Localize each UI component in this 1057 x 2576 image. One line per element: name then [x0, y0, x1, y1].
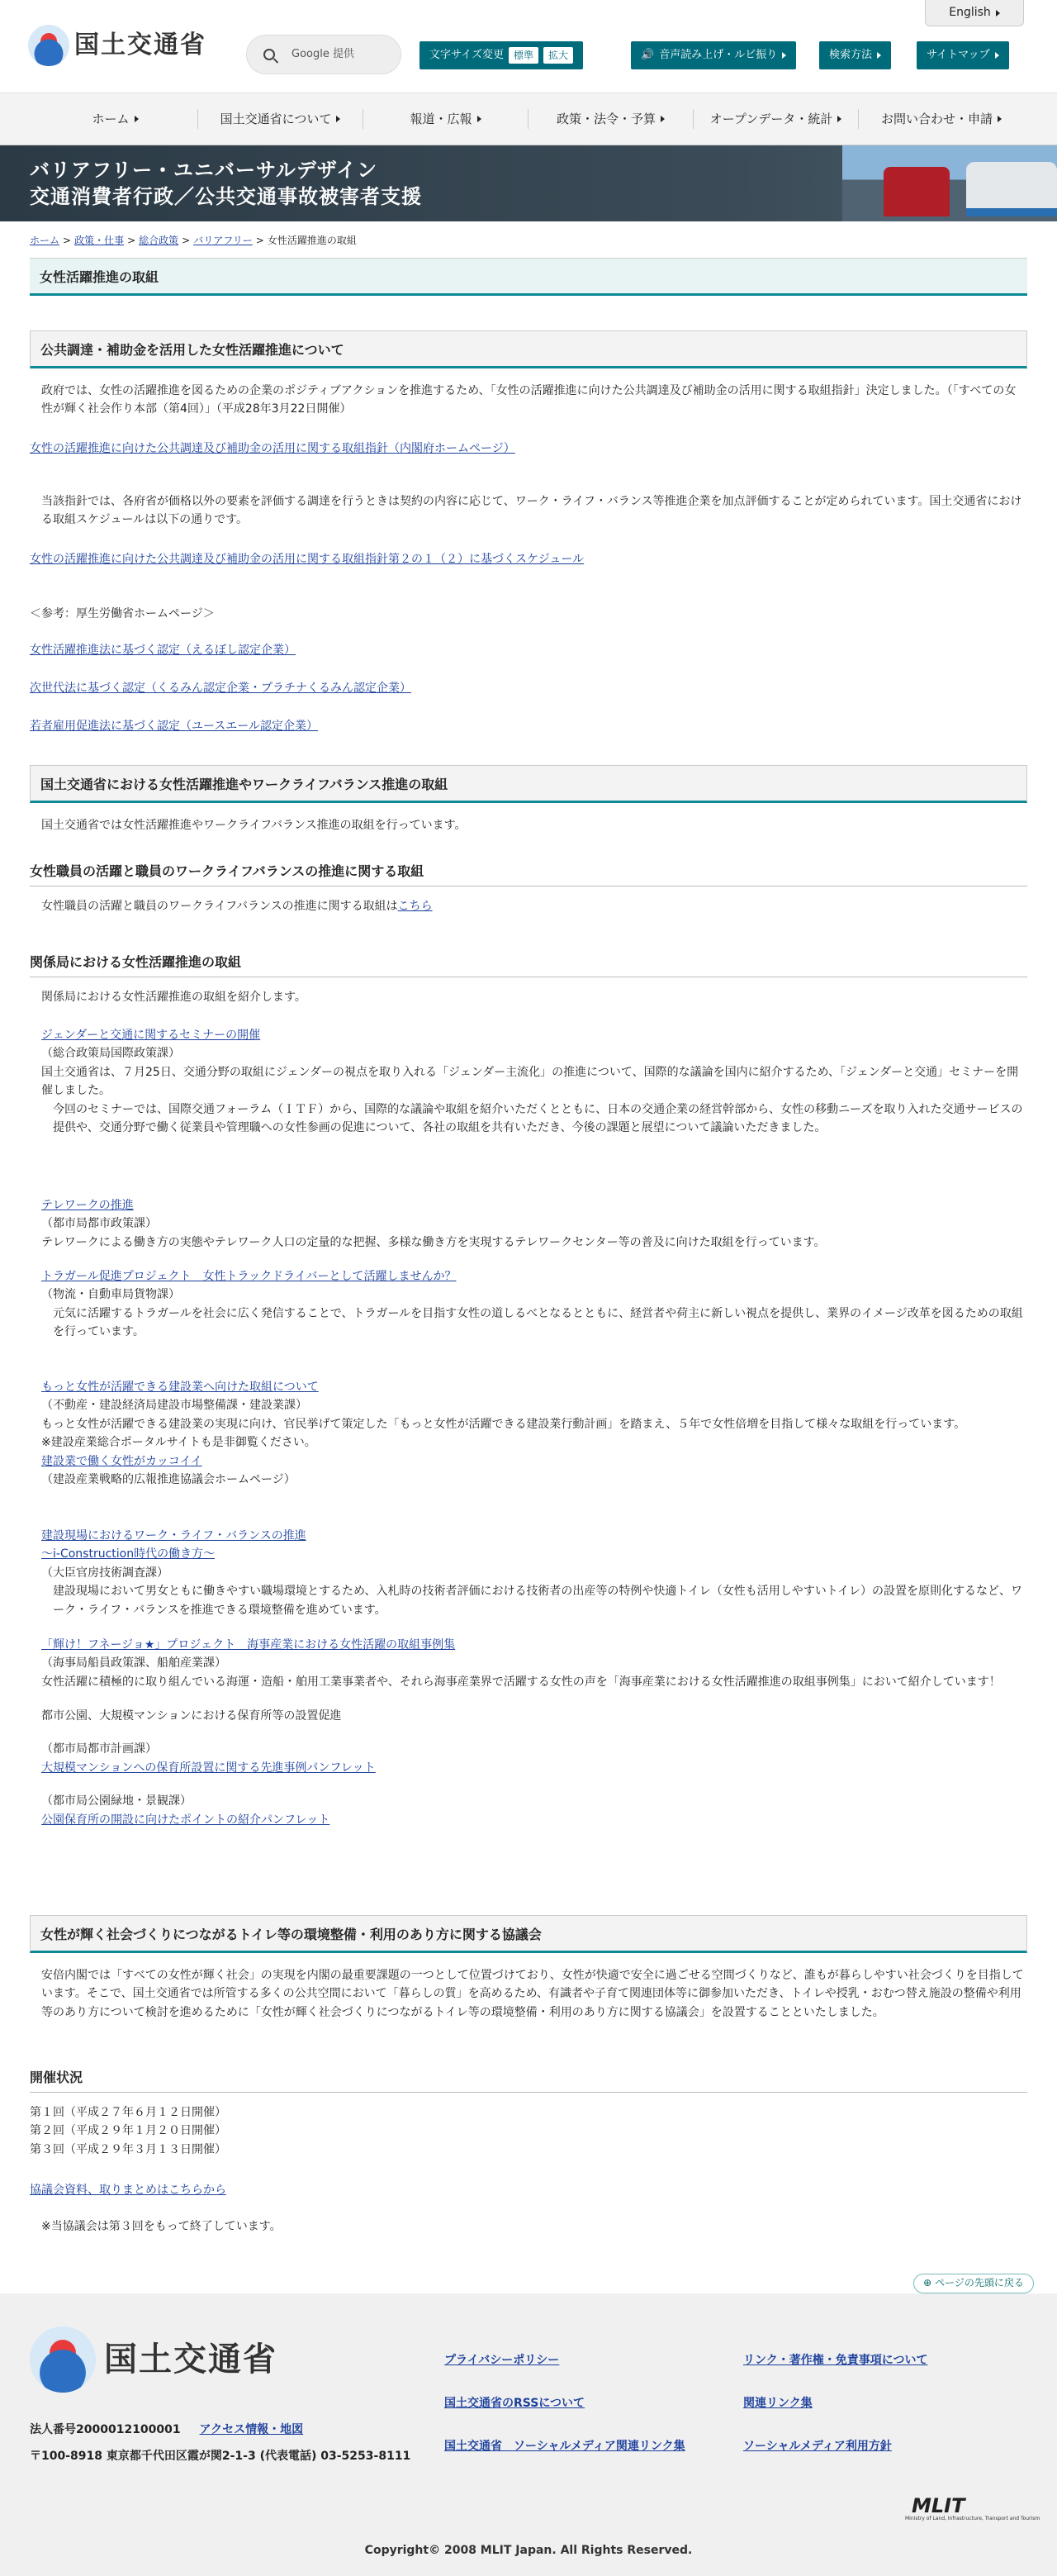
- staff-text-body: 女性職員の活躍と職員のワークライフバランスの推進に関する取組は: [41, 900, 398, 913]
- kakkoii-link[interactable]: 建設業で働く女性がカッコイイ: [41, 1454, 202, 1468]
- item-gender-seminar: [30, 1026, 1027, 1137]
- construction-wlb-text: 建設現場において男女ともに働きやすい職場環境とするため、入札時の技術者評価における技術者の出産等の特例や快適トイレ（女性も活用しやすいトイレ）の設置を原則化するなど、ワーク・ライフ・バランスを推進できる環境整備を進めています。: [53, 1585, 1023, 1617]
- sitemap-button[interactable]: [917, 41, 1009, 69]
- reference-label: ＜参考：厚生労働省ホームページ＞: [30, 607, 215, 620]
- telework-link[interactable]: テレワークの推進: [41, 1199, 134, 1212]
- banner-title: [30, 157, 422, 210]
- corp-number: 法人番号2000012100001: [30, 2423, 181, 2436]
- page-top-button[interactable]: [913, 2274, 1034, 2293]
- item-funejo: [30, 1636, 1027, 1691]
- page-title: 女性活躍推進の取組: [30, 258, 1027, 296]
- procurement-intro: 政府では、女性の活躍推進を図るための企業のポジティブアクションを推進するため、「女性の活躍推進に向けた公共調達及び補助金の活用に関する取組指針」決定しました。（「すべての女性が輝く社会作り本部（第4回）」（平成28年3月22日開催）: [41, 384, 1017, 416]
- meeting-item: 第１回（平成２７年６月１２日開催）: [30, 2106, 226, 2119]
- voice-button[interactable]: [631, 41, 796, 69]
- chevron-right-icon: [477, 116, 481, 122]
- banner-line1: バリアフリー・ユニバーサルデザイン: [30, 159, 378, 182]
- dept-label: （総合政策局国際政策課）: [41, 1047, 180, 1061]
- logo-text: 国土交通省: [74, 31, 206, 59]
- guideline-link[interactable]: 女性の活躍推進に向けた公共調達及び補助金の活用に関する取組指針（内閣府ホームページ）: [30, 442, 515, 455]
- council-materials-link[interactable]: 協議会資料、取りまとめはこちらから: [30, 2184, 226, 2197]
- site-logo[interactable]: [28, 25, 206, 66]
- staff-here-link[interactable]: こちら: [397, 900, 433, 913]
- dept-label: （都市局都市計画課）: [41, 1742, 157, 1756]
- toragaru-text: 元気に活躍するトラガールを社会に広く発信することで、トラガールを目指す女性の道しるべとなるとともに、経営者や荷主に新しい視点を提供し、業界のイメージ改革を図るための取組を行っています。: [53, 1306, 1023, 1339]
- breadcrumb-current: 女性活躍推進の取組: [267, 235, 357, 246]
- english-label: English: [949, 6, 991, 20]
- portal-note: ※建設産業総合ポータルサイトも是非御覧ください。: [41, 1436, 316, 1450]
- subtitle-meetings: 開催状況: [30, 2067, 1027, 2093]
- global-nav: [0, 93, 1057, 145]
- corp-number-row: [30, 2421, 303, 2439]
- nav-item-opendata[interactable]: [694, 109, 859, 129]
- arrow-up-icon: ⊕: [923, 2277, 932, 2289]
- site-header: [0, 0, 1057, 93]
- chevron-right-icon: [877, 52, 881, 59]
- section-title-wlb: 国土交通省における女性活躍推進やワークライフバランス推進の取組: [30, 765, 1027, 803]
- kurumin-link[interactable]: 次世代法に基づく認定（くるみん認定企業・プラチナくるみん認定企業）: [30, 682, 411, 695]
- english-link[interactable]: [925, 0, 1024, 26]
- footer-logo[interactable]: [30, 2326, 277, 2393]
- search-icon: [263, 49, 275, 60]
- nav-item-policy[interactable]: [528, 109, 694, 129]
- youth-yell-link[interactable]: 若者雇用促進法に基づく認定（ユースエール認定企業）: [30, 720, 319, 733]
- dept-label: （不動産・建設経済局建設市場整備課・建設業課）: [41, 1399, 307, 1413]
- nav-label: オープンデータ・統計: [709, 112, 833, 126]
- search-input[interactable]: [246, 35, 401, 74]
- chevron-right-icon: [135, 116, 139, 122]
- font-size-label: 文字サイズ変更: [429, 48, 504, 61]
- i-construction-link[interactable]: ～i-Construction時代の働き方～: [41, 1547, 216, 1561]
- item-toragaru: [30, 1267, 1027, 1342]
- access-link[interactable]: アクセス情報・地図: [199, 2423, 304, 2436]
- item-construction-women: [30, 1378, 1027, 1489]
- funejo-link[interactable]: 「輝け！フネージョ★」プロジェクト 海事産業における女性活躍の取組事例集: [41, 1638, 456, 1652]
- telework-text: テレワークによる働き方の実態やテレワーク人口の定量的な把握、多様な働き方を実現するテレワークセンター等の普及に向けた取組を行っています。: [41, 1235, 826, 1249]
- section-title-toilet: 女性が輝く社会づくりにつながるトイレ等の環境整備・利用のあり方に関する協議会: [30, 1915, 1027, 1953]
- breadcrumb-barrierfree[interactable]: バリアフリー: [193, 235, 253, 246]
- guideline-text: 当該指針では、各府省が価格以外の要素を評価する調達を行うときは契約の内容に応じて、ワーク・ライフ・バランス等推進企業を加点評価することが定められています。国土交通省における取組スケジュールは以下の通りです。: [41, 495, 1022, 527]
- nav-label: 報道・広報: [410, 112, 472, 126]
- seminar-text-2: 今回のセミナーでは、国際交通フォーラム（ＩＴＦ）から、国際的な議論や取組を紹介いただくとともに、日本の交通企業の経営幹部から、女性の移動ニーズを取り入れた交通サービスの提供や、交通分野で働く従業員や管理職への女性参画の促進について、各社の取組を共有いただき、今後の課題と展望について議論いただきました。: [53, 1102, 1023, 1134]
- font-large-button[interactable]: 拡大: [543, 47, 573, 64]
- search-placeholder: Google 提供: [292, 47, 354, 60]
- breadcrumb-home[interactable]: ホーム: [30, 235, 60, 246]
- dept-label: （大臣官房技術調査課）: [41, 1566, 168, 1580]
- subtitle-staff: 女性職員の活躍と職員のワークライフバランスの推進に関する取組: [30, 861, 1027, 886]
- copyright: Copyright© 2008 MLIT Japan. All Rights Reserved.: [364, 2544, 693, 2557]
- mlit-full-name: Ministry of Land, Infrastructure, Transport and Tourism: [905, 2516, 1040, 2521]
- page-top-label: ページの先頭に戻る: [935, 2277, 1024, 2289]
- bureaus-intro: 関係局における女性活躍推進の取組を紹介します。: [41, 991, 306, 1004]
- nav-item-contact[interactable]: [859, 109, 1024, 129]
- banner-line2: 交通消費者行政／公共交通事故被害者支援: [30, 185, 422, 208]
- council-end-note: ※当協議会は第３回をもって終了しています。: [41, 2220, 282, 2233]
- chevron-right-icon: [998, 116, 1002, 122]
- funejo-text: 女性活躍に積極的に取り組んでいる海運・造船・舶用工業事業者や、それら海事産業界で活躍する女性の声を「海事産業における女性活躍推進の取組事例集」において紹介しています！: [41, 1675, 1001, 1689]
- mlit-logo-icon: [28, 25, 69, 66]
- font-standard-button[interactable]: 標準: [509, 47, 538, 64]
- meeting-item: 第２回（平成２９年１月２０日開催）: [30, 2124, 226, 2138]
- item-telework: [30, 1196, 1027, 1252]
- chevron-right-icon: [996, 10, 1000, 17]
- park-nursery-link[interactable]: 公園保育所の開設に向けたポイントの紹介パンフレット: [41, 1813, 330, 1827]
- nav-label: お問い合わせ・申請: [880, 112, 993, 126]
- related-links[interactable]: 関連リンク集: [743, 2397, 813, 2410]
- privacy-link[interactable]: プライバシーポリシー: [444, 2354, 560, 2367]
- nav-item-about[interactable]: [198, 109, 363, 129]
- seminar-text-1: 国土交通省は、７月25日、交通分野の取組にジェンダーの視点を取り入れる「ジェンダー主流化」の推進について、国際的な議論を国内に紹介するため、「ジェンダーと交通」セミナーを開催しました。: [41, 1065, 1019, 1098]
- meeting-item: 第３回（平成２９年３月１３日開催）: [30, 2142, 226, 2156]
- train-illustration: [884, 167, 950, 216]
- mansion-nursery-link[interactable]: 大規模マンションへの保育所設置に関する先進事例パンフレット: [41, 1761, 376, 1775]
- search-method-label: 検索方法: [829, 48, 873, 61]
- site-footer: [0, 2293, 1057, 2576]
- address: 〒100-8918 東京都千代田区霞が関2-1-3 (代表電話) 03-5253-8111: [30, 2450, 411, 2463]
- speaker-icon: 🔊: [641, 48, 655, 61]
- construction-women-text: もっと女性が活躍できる建設業の実現に向け、官民挙げて策定した「もっと女性が活躍できる建設業行動計画」を踏まえ、５年で女性倍増を目指して様々な取組を行っています。: [41, 1417, 966, 1431]
- wlb-intro: 国土交通省では女性活躍推進やワークライフバランス推進の取組を行っています。: [41, 819, 467, 832]
- eruboshi-link[interactable]: 女性活躍推進法に基づく認定（えるぼし認定企業）: [30, 644, 296, 657]
- footer-logo-text: 国土交通省: [104, 2341, 277, 2379]
- staff-text: [30, 897, 1027, 915]
- social-policy-link[interactable]: ソーシャルメディア利用方針: [743, 2440, 892, 2453]
- dept-label: （都市局公園緑地・景観課）: [41, 1794, 192, 1808]
- construction-wlb-link[interactable]: 建設現場におけるワーク・ライフ・バランスの推進: [41, 1529, 306, 1542]
- sitemap-label: サイトマップ: [927, 48, 990, 61]
- chevron-right-icon: [995, 52, 999, 59]
- nav-label: ホーム: [92, 112, 130, 126]
- construction-women-link[interactable]: もっと女性が活躍できる建設業へ向けた取組について: [41, 1381, 319, 1394]
- breadcrumb-general[interactable]: 総合政策: [139, 235, 179, 246]
- subtitle-bureaus: 関係局における女性活躍推進の取組: [30, 952, 1027, 977]
- item-nursery: [30, 1707, 1027, 1829]
- meeting-list: [30, 2103, 1027, 2159]
- mlit-logo-icon: [30, 2326, 96, 2393]
- nav-item-press[interactable]: [363, 109, 528, 129]
- chevron-right-icon: [782, 52, 786, 59]
- toilet-council-text: 安倍内閣では「すべての女性が輝く社会」の実現を内閣の最重要課題の一つとして位置づけており、女性が快適で安全に過ごせる空間づくりなど、誰もが暮らしやすい社会づくりを目指しています。そこで、国土交通省では所管する多くの公共空間において「暮らしの質」を高めるため、有識者や子育て関連団体等に御参加いただき、トイレや授乳・おむつ替え施設の整備や利用等のあり方について検討を進めるために「女性が輝く社会づくりにつながるトイレ等の環境整備・利用のあり方に関する協議会」を設置することといたしました。: [41, 1969, 1024, 2019]
- chevron-right-icon: [661, 116, 665, 122]
- breadcrumb: ホーム > 政策・仕事 > 総合政策 > バリアフリー > 女性活躍推進の取組: [30, 235, 357, 246]
- chevron-right-icon: [336, 116, 340, 122]
- section-title-procurement: 公共調達・補助金を活用した女性活躍推進について: [30, 330, 1027, 368]
- voice-label: 音声読み上げ・ルビ振り: [659, 48, 778, 61]
- bus-illustration: [966, 162, 1057, 216]
- nav-label: 国土交通省について: [220, 112, 332, 126]
- mlit-wordmark: MLIT: [912, 2494, 965, 2517]
- social-links[interactable]: 国土交通省 ソーシャルメディア関連リンク集: [444, 2440, 685, 2453]
- schedule-link[interactable]: 女性の活躍推進に向けた公共調達及び補助金の活用に関する取組指針第２の１（２）に基づくスケジュール: [30, 553, 585, 566]
- chevron-right-icon: [837, 116, 841, 122]
- dept-label: （建設産業戦略的広報推進協議会ホームページ）: [41, 1472, 296, 1486]
- category-banner: [0, 145, 1057, 221]
- copyright-link[interactable]: リンク・著作権・免責事項について: [743, 2354, 928, 2367]
- dept-label: （海事局船員政策課、船舶産業課）: [41, 1656, 226, 1671]
- font-size-control: [419, 41, 583, 69]
- dept-label: （都市局都市政策課）: [41, 1217, 157, 1231]
- toragaru-link[interactable]: トラガール促進プロジェクト 女性トラックドライバーとして活躍しませんか？: [41, 1270, 457, 1283]
- gender-seminar-link[interactable]: ジェンダーと交通に関するセミナーの開催: [41, 1029, 261, 1042]
- nav-item-home[interactable]: [33, 109, 198, 129]
- breadcrumb-policy[interactable]: 政策・仕事: [74, 235, 125, 246]
- nav-label: 政策・法令・予算: [556, 112, 656, 126]
- search-method-button[interactable]: [819, 41, 891, 69]
- nursery-title: 都市公園、大規模マンションにおける保育所等の設置促進: [41, 1709, 342, 1723]
- banner-image: [842, 145, 1057, 221]
- rss-link[interactable]: 国土交通省のRSSについて: [444, 2397, 585, 2410]
- item-construction-wlb: [30, 1527, 1027, 1619]
- dept-label: （物流・自動車局貨物課）: [41, 1288, 180, 1302]
